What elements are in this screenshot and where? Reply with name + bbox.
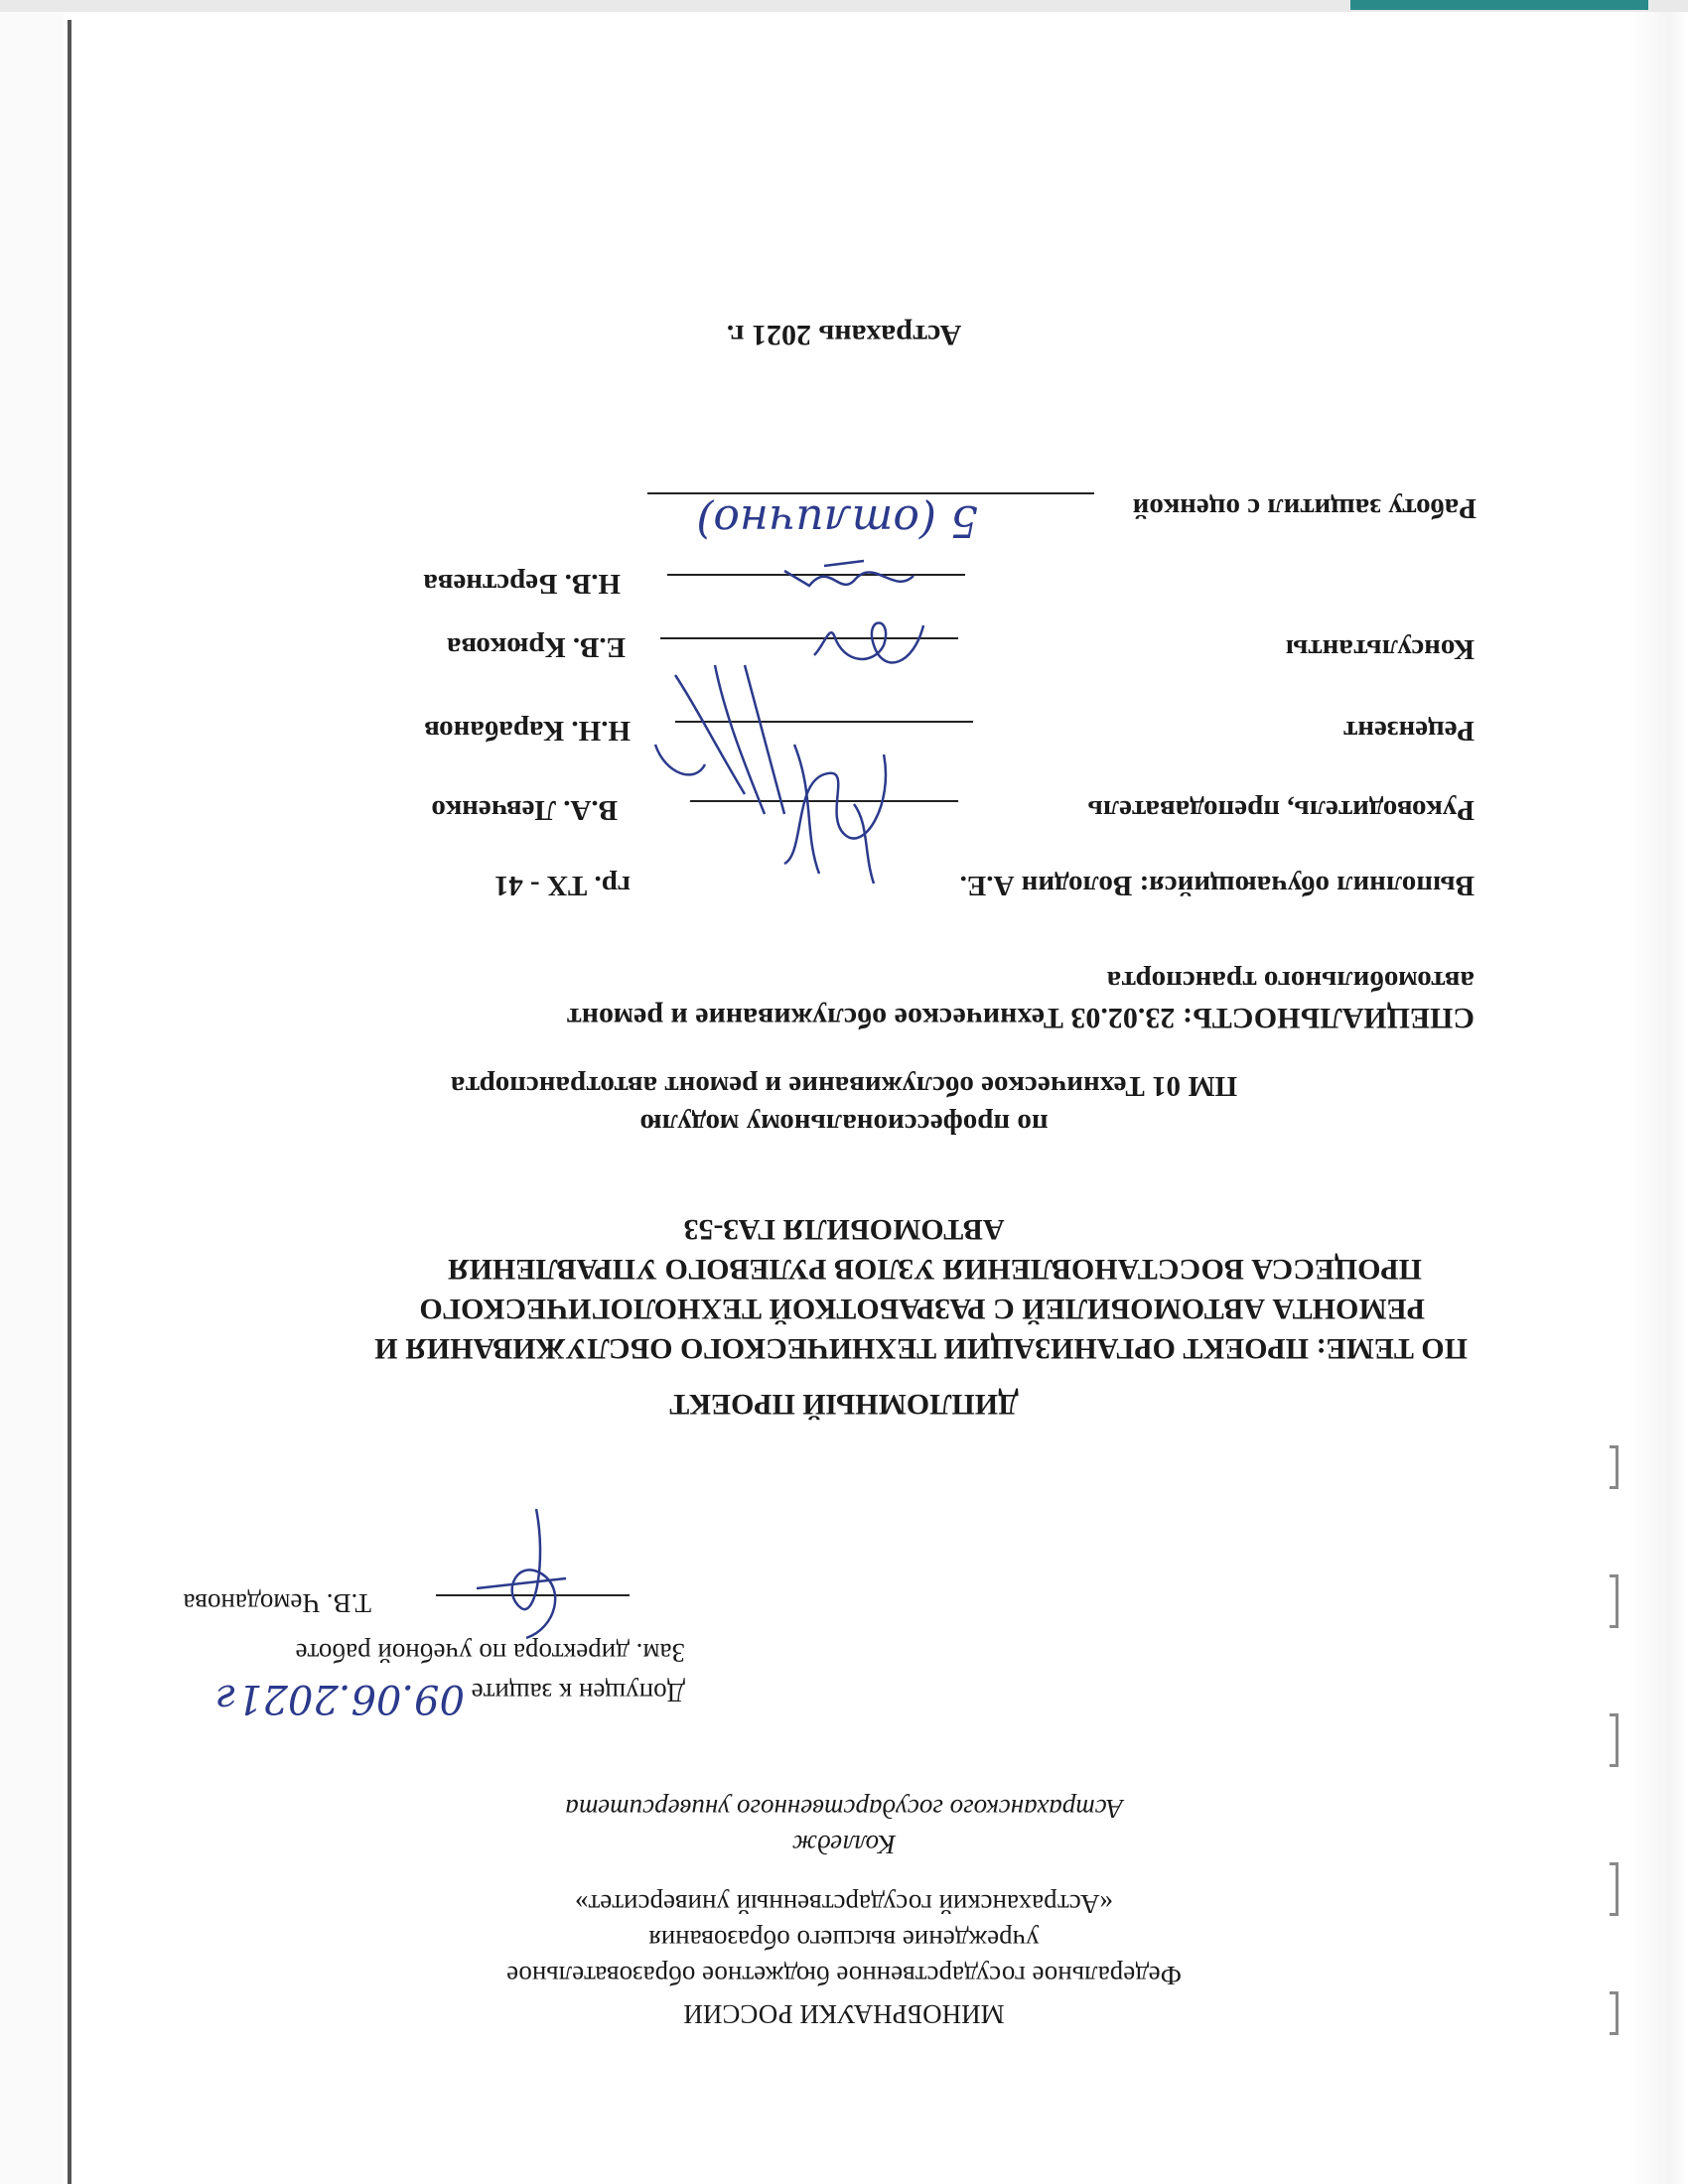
institution-line-2: учреждение высшего образования [648,1925,1040,1955]
admitted-date-handwritten: 09.06.2021г [216,1676,465,1721]
student-group: гр. ТХ - 41 [493,870,631,901]
ministry-line: МИНОБРНАУКИ РОССИИ [683,1999,1005,2029]
specialty-line-2: автомобильного транспорта [1106,965,1475,997]
supervisor-name: В.А. Левченко [431,794,618,826]
topic-line-3: ПРОЦЕССА ВОССТАНОВЛЕНИЯ УЗЛОВ РУЛЕВОГО УПРАВЛЕНИЯ [447,1253,1422,1286]
reviewer-signature [635,655,804,824]
institution-line-1: Федеральное государственное бюджетное образовательное [506,1961,1182,1990]
module-line-2: ПМ 01 Техническое обслуживание и ремонт автотранспорта [450,1070,1238,1102]
city-year: Астрахань 2021 г. [726,319,962,351]
student-label: Выполнил обучающийся: Володин А.Е. [959,870,1475,901]
consultant2-name: Н.В. Берстнева [423,568,621,600]
topic-line-2: РЕМОНТА АВТОМОБИЛЕЙ С РАЗРАБОТКОЙ ТЕХНОЛОГИЧЕСКОГО [419,1293,1425,1325]
defense-label: Работу защитил с оценкой [1132,492,1477,524]
consultant1-name: Е.В. Крюкова [446,631,626,663]
admitted-label: Допущен к защите [471,1678,685,1707]
deputy-name: Т.В. Чемоданова [183,1588,371,1618]
topic-line-1: ПО ТЕМЕ: ПРОЕКТ ОРГАНИЗАЦИИ ТЕХНИЧЕСКОГО ОБСЛУЖИВАНИЯ И [374,1332,1468,1365]
specialty-line-1: СПЕЦИАЛЬНОСТЬ: 23.02.03 Техническое обслуживание и ремонт [566,1002,1475,1034]
defense-grade-line [647,492,1094,494]
consultant2-signature [774,546,923,606]
binder-hole-mark [1610,1574,1618,1628]
topic-line-4: АВТОМОБИЛЯ ГАЗ-53 [683,1213,1005,1246]
reviewer-name: Н.Н. Карабанов [424,715,631,747]
deputy-position: Зам. директора по учебной работе [295,1638,685,1668]
college-line-2: Астраханского государственного университета [565,1794,1123,1824]
reviewer-label: Рецензент [1343,715,1475,747]
binder-hole-mark [1610,1713,1618,1767]
institution-line-3: «Астраханский государственный университет» [574,1889,1114,1919]
consultants-label: Консультанты [1285,633,1475,665]
defense-grade-handwritten: 5 (отлично) [696,495,978,546]
college-line-1: Колледж [791,1830,897,1859]
supervisor-label: Руководитель, преподаватель [1087,794,1475,826]
scan-corner-mark [1350,0,1648,10]
module-line-1: по профессиональному модулю [639,1108,1049,1140]
binder-hole-mark [1610,1445,1618,1489]
consultant1-signature [804,606,933,685]
deputy-signature [457,1499,596,1648]
document-type: ДИПЛОМНЫЙ ПРОЕКТ [669,1388,1019,1421]
